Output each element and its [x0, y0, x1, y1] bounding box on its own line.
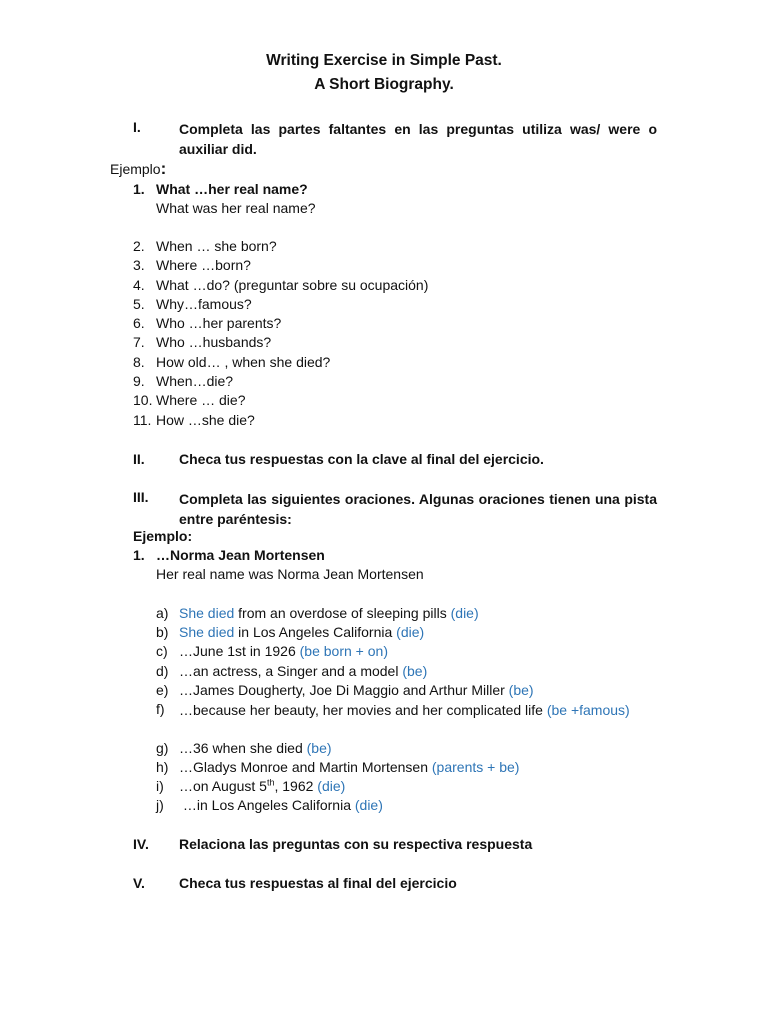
sentence-text: …36 when she died	[179, 740, 307, 756]
example-question: What …her real name?	[156, 181, 308, 197]
question-item	[133, 392, 152, 408]
section-4-instruction: Relaciona las preguntas con su respectiva respuesta	[179, 836, 533, 852]
item-letter: b)	[156, 624, 169, 640]
sentence-item	[179, 682, 534, 698]
question-number: 2.	[133, 238, 145, 254]
sentence-text: …June 1st in 1926	[179, 643, 300, 659]
sentence-item	[179, 797, 383, 813]
sentence-hint: (parents + be)	[431, 759, 520, 775]
example-colon: :	[160, 159, 167, 178]
question-text: Where …born?	[156, 257, 251, 273]
sentence-hint: (be)	[306, 740, 332, 756]
sentence-item	[179, 643, 388, 659]
sentence-text: …on August 5	[179, 778, 267, 794]
sentence-item	[179, 605, 479, 621]
item-letter: i)	[156, 778, 164, 794]
section-1-instruction: Completa las partes faltantes en las preguntas utiliza was/ were o auxiliar did.	[179, 121, 657, 157]
sentence-lead: She died	[179, 624, 235, 640]
sentence-text: …because her beauty, her movies and her complicated life	[179, 702, 547, 718]
sentence-lead: She died	[179, 605, 235, 621]
example-heading	[110, 159, 166, 179]
sentence-hint: (be)	[508, 682, 534, 698]
sentence-text: , 1962	[274, 778, 318, 794]
example-label: Ejemplo	[110, 161, 161, 177]
example-answer-2: Her real name was Norma Jean Mortensen	[156, 566, 424, 582]
question-number: 10.	[133, 392, 153, 408]
question-text: How old… , when she died?	[156, 354, 331, 370]
section-5-numeral: V.	[133, 875, 145, 891]
sentence-text: from an overdose of sleeping pills	[234, 605, 451, 621]
question-text: Where … die?	[156, 392, 246, 408]
section-2-numeral: II.	[133, 451, 145, 467]
question-item	[133, 334, 145, 350]
question-text: What …do? (preguntar sobre su ocupación)	[156, 277, 429, 293]
sentence-item	[179, 778, 345, 794]
question-text: Who …her parents?	[156, 315, 282, 331]
question-number: 9.	[133, 373, 145, 389]
question-text: How …she die?	[156, 412, 255, 428]
sentence-text: …James Dougherty, Joe Di Maggio and Arthur Miller	[179, 682, 509, 698]
question-item	[133, 257, 145, 273]
question-number: 7.	[133, 334, 145, 350]
question-number: 11.	[133, 412, 152, 428]
sentence-hint: (die)	[396, 624, 425, 640]
item-letter: e)	[156, 682, 169, 698]
question-item	[133, 354, 145, 370]
question-item	[133, 373, 145, 389]
sentence-hint: (be)	[402, 663, 428, 679]
section-3-instruction: Completa las siguientes oraciones. Algunas oraciones tienen una pista entre paréntesis:	[179, 491, 657, 527]
question-number: 6.	[133, 315, 145, 331]
example-answer: What was her real name?	[156, 200, 316, 216]
question-item	[133, 315, 145, 331]
item-letter: a)	[156, 605, 169, 621]
question-text: When…die?	[156, 373, 234, 389]
question-item	[133, 412, 151, 428]
sentence-item	[179, 701, 657, 720]
question-number: 4.	[133, 277, 145, 293]
question-number: 5.	[133, 296, 145, 312]
sentence-item	[179, 624, 424, 640]
sentence-text: …in Los Angeles California	[179, 797, 355, 813]
item-letter: d)	[156, 663, 169, 679]
example-prompt-2: …Norma Jean Mortensen	[156, 547, 325, 563]
sentence-hint: (die)	[317, 778, 346, 794]
sentence-text: …an actress, a Singer and a model	[179, 663, 403, 679]
sentence-text: in Los Angeles California	[234, 624, 397, 640]
item-letter: f)	[156, 701, 165, 717]
sentence-text: …Gladys Monroe and Martin Mortensen	[179, 759, 432, 775]
question-number: 8.	[133, 354, 145, 370]
item-letter: j)	[156, 797, 164, 813]
section-4-numeral: IV.	[133, 836, 149, 852]
example-number-2: 1.	[133, 547, 145, 563]
question-item	[133, 296, 145, 312]
item-letter: c)	[156, 643, 168, 659]
sentence-item	[179, 759, 519, 775]
question-text: When … she born?	[156, 238, 277, 254]
section-2-instruction: Checa tus respuestas con la clave al final del ejercicio.	[179, 451, 544, 467]
example-number: 1.	[133, 181, 145, 197]
question-item	[133, 277, 145, 293]
section-3-numeral: III.	[133, 489, 149, 505]
sentence-item	[179, 663, 427, 679]
sentence-hint: (be born + on)	[299, 643, 388, 659]
item-letter: g)	[156, 740, 169, 756]
page-subtitle: A Short Biography.	[314, 76, 454, 93]
question-text: Why…famous?	[156, 296, 252, 312]
section-1-numeral: I.	[133, 119, 141, 135]
question-item	[133, 238, 145, 254]
sentence-item	[179, 740, 332, 756]
sentence-hint: (die)	[354, 797, 383, 813]
question-number: 3.	[133, 257, 145, 273]
sentence-hint: (be +famous)	[546, 702, 630, 718]
page-title: Writing Exercise in Simple Past.	[266, 52, 502, 69]
section-5-instruction: Checa tus respuestas al final del ejercicio	[179, 875, 457, 891]
item-letter: h)	[156, 759, 169, 775]
example-label-2: Ejemplo:	[133, 528, 193, 544]
sentence-hint: (die)	[450, 605, 479, 621]
question-text: Who …husbands?	[156, 334, 272, 350]
ordinal-suffix: th	[266, 777, 275, 788]
